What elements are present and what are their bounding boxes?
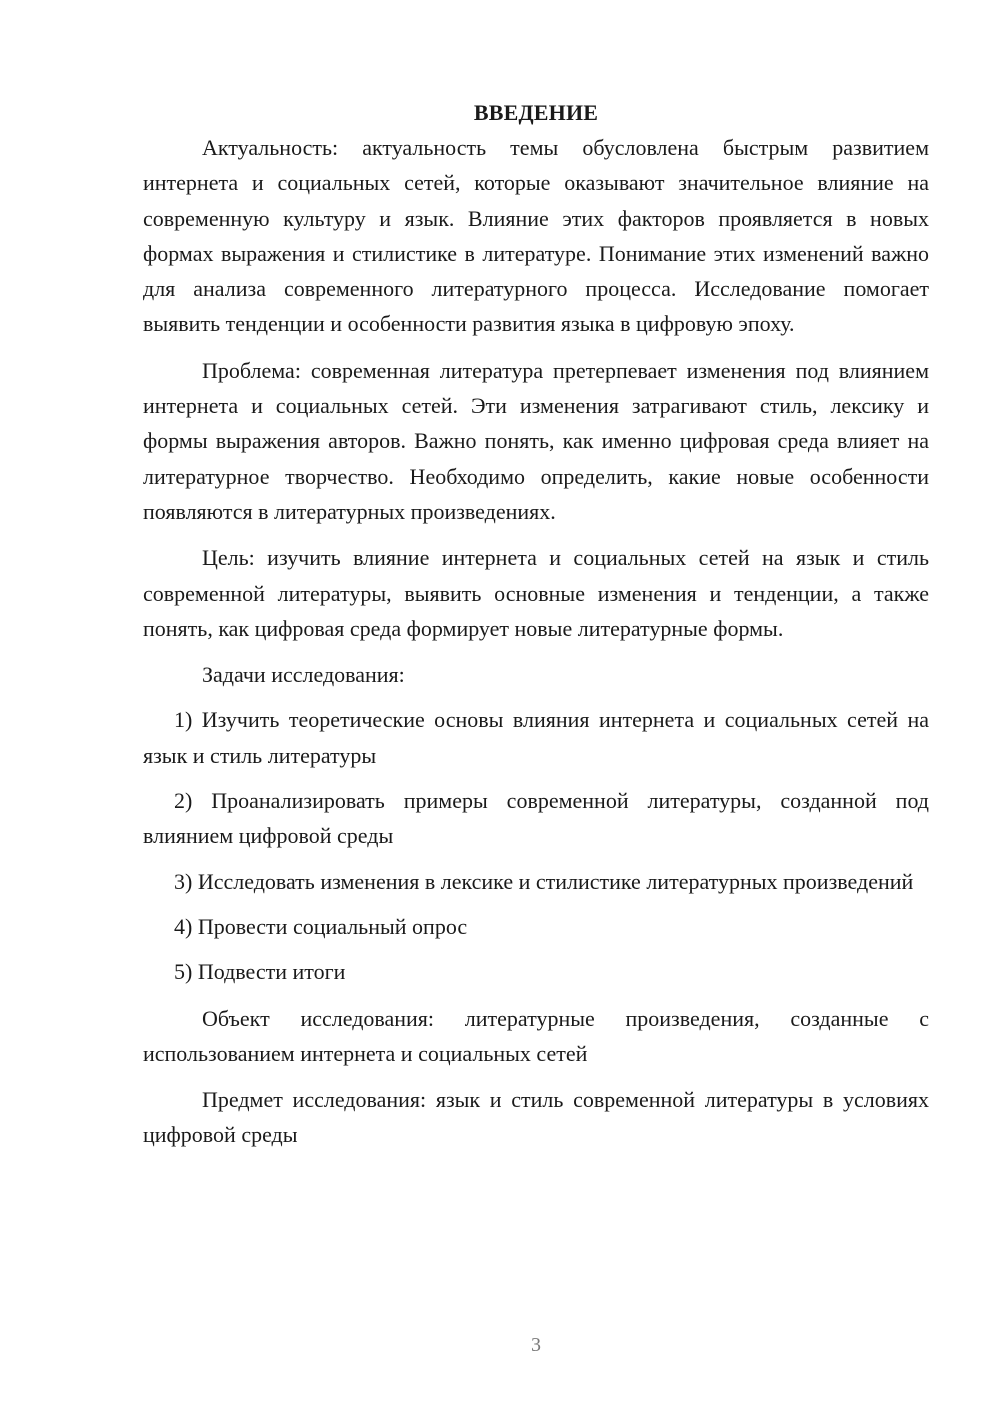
subject-paragraph: Предмет исследования: язык и стиль современной литературы в условиях цифровой среды [143,1087,929,1148]
tasks-heading: Задачи исследования: [202,662,405,688]
section-title: ВВЕДЕНИЕ [473,100,599,125]
problem-paragraph: Проблема: современная литература претерпевает изменения под влиянием интернета и социальных сетей. Эти изменения затрагивают стиль, лексику и формы выражения авторов. Важно понять, как именно цифровая среда влияет на литературное творчество. Необходимо определить, какие новые особенности появляются в литературных произведениях. [143,357,929,524]
task-item: 4) Провести социальный опрос [174,913,468,939]
task-item: 1) Изучить теоретические основы влияния интернета и социальных сетей на язык и стиль литературы [143,707,929,768]
relevance-paragraph: Актуальность: актуальность темы обусловлена быстрым развитием интернета и социальных сетей, которые оказывают значительное влияние на современную культуру и язык. Влияние этих факторов проявляется в новых формах выражения и стилистике в литературе. Понимание этих изменений важно для анализа современного литературного процесса. Исследование помогает выявить тенденции и особенности развития языка в цифровую эпоху. [143,135,929,337]
goal-paragraph: Цель: изучить влияние интернета и социальных сетей на язык и стиль современной литературы, выявить основные изменения и тенденции, а также понять, как цифровая среда формирует новые литературные формы. [143,545,929,641]
task-item: 5) Подвести итоги [174,959,346,985]
task-item: 3) Исследовать изменения в лексике и стилистике литературных произведений [174,868,914,894]
page-content [143,95,929,1153]
tasks-list [143,702,929,989]
task-item: 2) Проанализировать примеры современной литературы, созданной под влиянием цифровой среды [143,788,929,849]
object-paragraph: Объект исследования: литературные произведения, созданные с использованием интернета и социальных сетей [143,1005,929,1066]
page-number: 3 [531,1334,541,1356]
